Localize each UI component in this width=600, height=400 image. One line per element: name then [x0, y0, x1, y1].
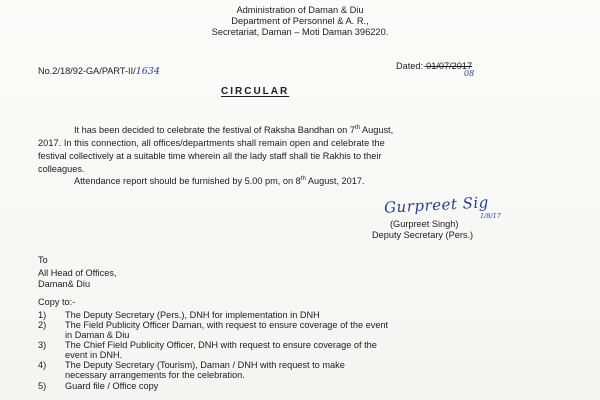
date-value: 01/07/2017	[426, 61, 473, 71]
body-para1-line3: festival collectively at a suitable time wherein all the lady staff shall tie Rakhis to their	[38, 151, 382, 161]
copy-to-item-number: 1)	[38, 310, 47, 320]
letterhead-line-1: Administration of Daman & Diu	[236, 5, 364, 15]
to-line-2: Daman& Diu	[38, 279, 91, 289]
body-para2-post: August, 2017.	[305, 176, 365, 186]
copy-to-item-text: The Chief Field Publicity Officer, DNH with request to ensure coverage of the	[65, 340, 377, 350]
copy-to-item-continuation: necessary arrangements for the celebration.	[65, 370, 245, 380]
body-para1-line1-post: August,	[359, 125, 394, 135]
document-title: CIRCULAR	[221, 86, 290, 97]
copy-to-item-text: The Field Publicity Officer Daman, with request to ensure coverage of the event	[65, 320, 389, 330]
date-label: Dated:-	[396, 61, 427, 71]
copy-to-item-text: The Deputy Secretary (Tourism), Daman / DNH with request to make	[65, 360, 345, 370]
letterhead-line-2: Department of Personnel & A. R.,	[231, 16, 369, 26]
reference-number-printed: No.2/18/92-GA/PART-II/	[38, 66, 136, 76]
copy-to-item-number: 4)	[38, 360, 47, 370]
body-para2-text: Attendance report should be furnished by 5.00 pm, on 8	[74, 176, 301, 186]
signatory-designation: Deputy Secretary (Pers.)	[372, 230, 474, 240]
signatory-name: (Gurpreet Singh)	[390, 219, 459, 229]
signature-date: 1/8/17	[480, 212, 501, 220]
body-para1-line1-text: It has been decided to celebrate the festival of Raksha Bandhan on 7	[74, 125, 355, 135]
body-para1-line1	[74, 125, 393, 136]
copy-to-item-text: The Deputy Secretary (Pers.), DNH for implementation in DNH	[65, 310, 320, 320]
copy-to-item-text: Guard file / Office copy	[65, 381, 159, 391]
date-correction: 08	[464, 69, 475, 78]
signature-scribble: Gurpreet Sig	[383, 193, 490, 217]
copy-to-item-number: 5)	[38, 381, 47, 391]
body-para2-sup: th	[300, 175, 306, 182]
date-line	[396, 61, 472, 72]
letterhead-line-3: Secretariat, Daman – Moti Daman 396220.	[211, 27, 389, 37]
copy-to-item-continuation: event in DNH.	[65, 350, 123, 360]
body-para2	[74, 176, 365, 187]
copy-to-label: Copy to:-	[38, 297, 76, 307]
body-para1-line2: 2017. In this connection, all offices/departments shall remain open and celebrate the	[38, 138, 385, 148]
to-label: To	[38, 255, 48, 265]
copy-to-item-continuation: in Daman & Diu	[65, 330, 130, 340]
body-para1-line4: colleagues.	[38, 164, 85, 174]
copy-to-item-number: 3)	[38, 340, 47, 350]
copy-to-item-number: 2)	[38, 320, 47, 330]
reference-number	[38, 66, 160, 77]
reference-number-handwritten: 1634	[135, 66, 160, 77]
to-line-1: All Head of Offices,	[38, 268, 117, 278]
body-para1-line1-sup: th	[354, 124, 360, 131]
